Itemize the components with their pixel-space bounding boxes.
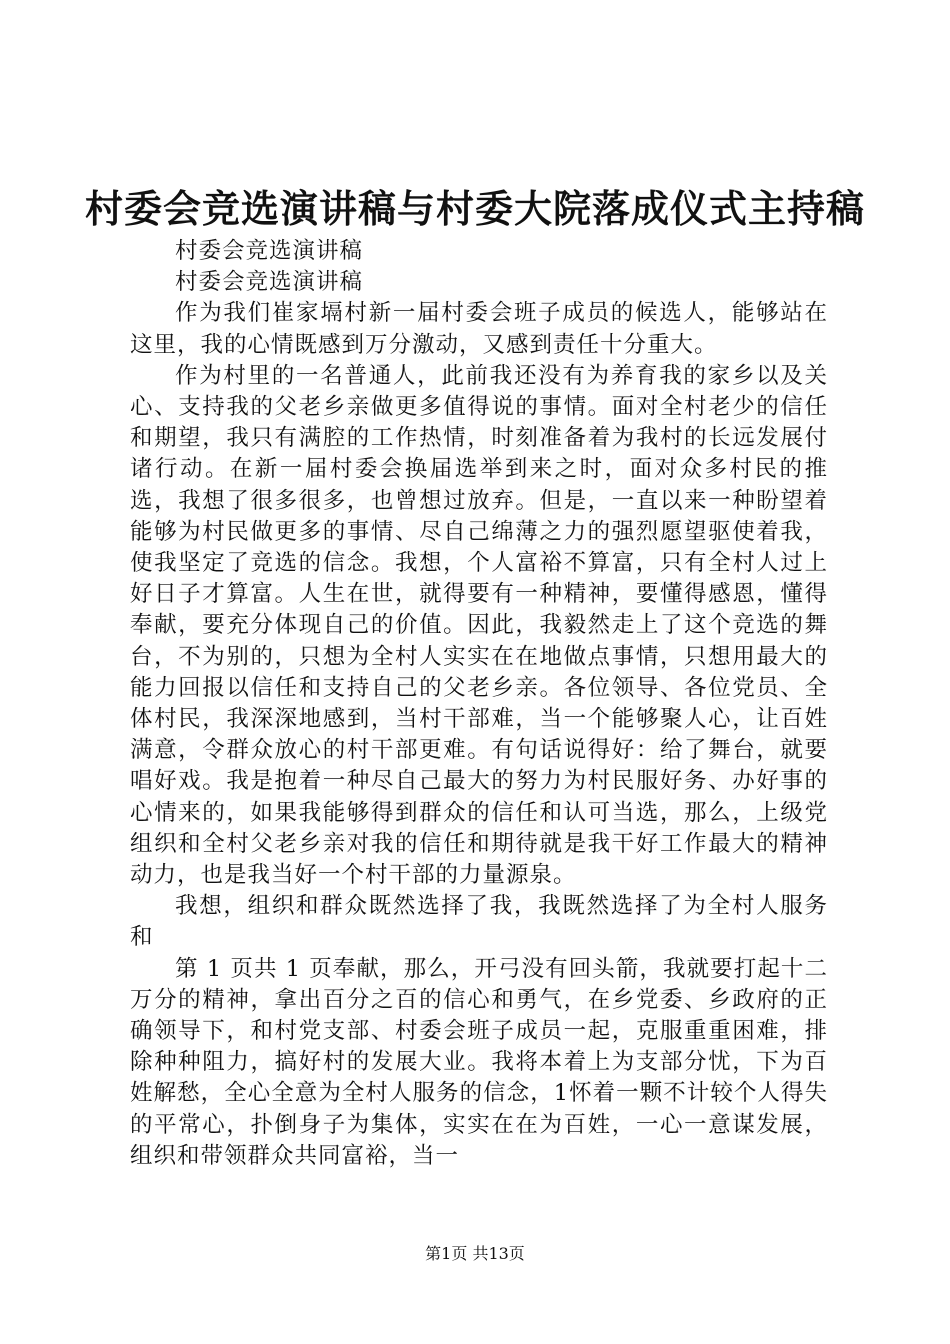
page-number-footer: 第1页 共13页 <box>425 1244 525 1263</box>
paragraph-subtitle-1: 村委会竞选演讲稿 <box>175 238 364 264</box>
paragraph-subtitle-2: 村委会竞选演讲稿 <box>175 269 364 296</box>
document-title: 村委会竞选演讲稿与村委大院落成仪式主持稿 <box>84 186 865 231</box>
paragraph: 我想，组织和群众既然选择了我，我既然选择了为全村人服务和 <box>130 893 828 951</box>
paragraph: 作为我们崔家塥村新一届村委会班子成员的候选人，能够站在这里，我的心情既感到万分激动，又感到责任十分重大。 <box>130 300 828 358</box>
paragraph: 第 1 页共 1 页奉献，那么，开弓没有回头箭，我就要打起十二万分的精神，拿出百分之百的信心和勇气，在乡党委、乡政府的正确领导下，和村党支部、村委会班子成员一起，克服重重困难，排除种种阻力，搞好村的发展大业。我将本着上为支部分忧，下为百姓解愁，全心全意为全村人服务的信念，1怀着一颗不计较个人得失的平常心，扑倒身子为集体，实实在在为百姓，一心一意谋发展，组织和带领群众共同富裕，当一 <box>130 955 828 1169</box>
paragraph: 作为村里的一名普通人，此前我还没有为养育我的家乡以及关心、支持我的父老乡亲做更多值得说的事情。面对全村老少的信任和期望，我只有满腔的工作热情，时刻准备着为我村的长远发展付诸行动。在新一届村委会换届选举到来之时，面对众多村民的推选，我想了很多很多，也曾想过放弃。但是，一直以来一种盼望着能够为村民做更多的事情、尽自己绵薄之力的强烈愿望驱使着我，使我坚定了竞选的信念。我想，个人富裕不算富，只有全村人过上好日子才算富。人生在世，就得要有一种精神，要懂得感恩，懂得奉献，要充分体现自己的价值。因此，我毅然走上了这个竞选的舞台，不为别的，只想为全村人实实在在地做点事情，只想用最大的能力回报以信任和支持自己的父老乡亲。各位领导、各位党员、全体村民，我深深地感到，当村干部难，当一个能够聚人心，让百姓满意，令群众放心的村干部更难。有句话说得好：给了舞台，就要唱好戏。我是抱着一种尽自己最大的努力为村民服好务、办好事的心情来的，如果我能够得到群众的信任和认可当选，那么，上级党组织和全村父老乡亲对我的信任和期待就是我干好工作最大的精神动力，也是我当好一个村干部的力量源泉。 <box>130 362 828 889</box>
document-body <box>130 236 828 1172</box>
